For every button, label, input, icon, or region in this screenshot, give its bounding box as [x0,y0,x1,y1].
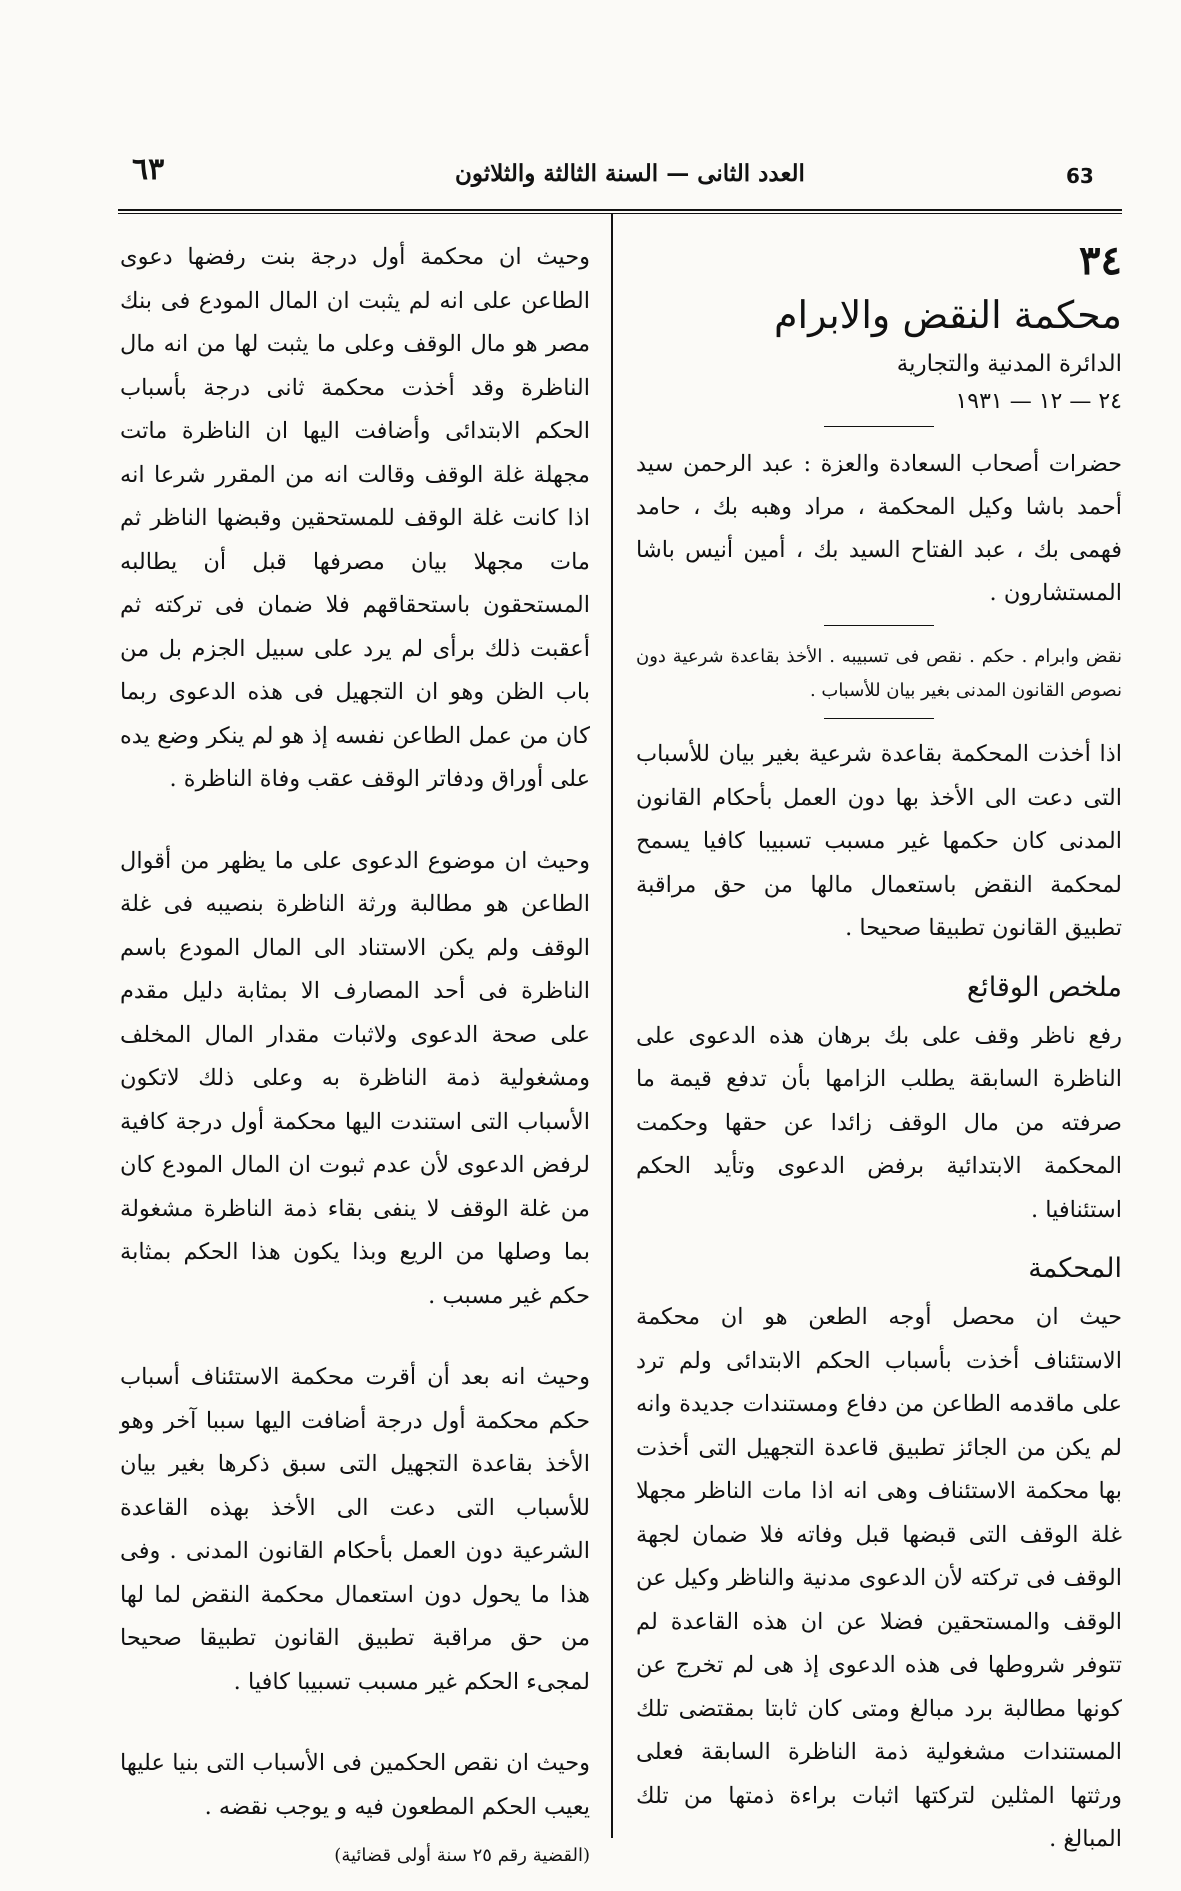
reasoning-paragraph: حيث ان محصل أوجه الطعن هو ان محكمة الاستئناف أخذت بأسباب الحكم الابتدائى ولم ترد على ماقدمه الطاعن من دفاع ومستندات جديدة وانه لم يكن من الجائز تطبيق قاعدة التجهيل التى أخذت بها محكمة الاستئناف وهى انه اذا مات الناظر مجهلا غلة الوقف التى قبضها قبل وفاته فلا ضمان لجهة الوقف فى تركته لأن الدعوى مدنية والناظر وكيل عن الوقف والمستحقين فضلا عن ان هذه القاعدة لم تتوفر شروطها فى هذه الدعوى إذ هى لم تخرج عن كونها مطالبة برد مبالغ ومتى كان ثابتا بمقتضى تلك المستندات مشغولية ذمة الناظرة السابقة فعلى ورثتها المثلين لتركتها اثبات براءة ذمتها من تلك المبالغ . [636,1304,1122,1852]
facts-heading: ملخص الوقائع [966,971,1122,1003]
court-name: محكمة النقض والابرام [774,293,1122,337]
principle-rule [824,718,934,719]
left-column [120,236,590,1891]
right-column [636,236,1122,1862]
legal-principle: اذا أخذت المحكمة بقاعدة شرعية بغير بيان للأسباب التى دعت الى الأخذ بها دون العمل بأحكام القانون المدنى كان حكمها غير مسبب تسبيبا كافيا يسمح لمحكمة النقض باستعمال مالها من حق مراقبة تطبيق القانون تطبيقا صحيحا . [636,741,1122,941]
facts-paragraph: رفع ناظر وقف على بك برهان هذه الدعوى على الناظرة السابقة يطلب الزامها بأن تدفع قيمة ما صرفته من مال الوقف زائدا عن حقها وحكمت المحكمة الابتدائية برفض الدعوى وتأيد الحكم استئنافيا . [636,1022,1122,1223]
journal-running-header: العدد الثانى — السنة الثالثة والثلاثون [455,160,805,187]
column-divider [611,213,613,1838]
paragraph: وحيث ان موضوع الدعوى على ما يظهر من أقوال الطاعن هو مطالبة ورثة الناظرة بنصيبه فى غلة الوقف ولم يكن الاستناد الى المال المودع باسم الناظرة فى أحد المصارف الا بمثابة دليل مقدم على صحة الدعوى ولاثبات مقدار المال المخلف ومشغولية ذمة الناظرة به وعلى ذلك لاتكون الأسباب التى استندت اليها محكمة أول درجة كافية لرفض الدعوى لأن عدم ثبوت ان المال المودع كان من غلة الوقف لا ينفى بقاء ذمة الناظرة مشغولة بما وصلها من الريع وبذا يكون هذا الحكم بمثابة حكم غير مسبب . [120,847,590,1309]
page-number-arabic: ٦٣ [132,152,165,187]
paragraph: وحيث ان نقص الحكمين فى الأسباب التى بنيا عليها يعيب الحكم المطعون فيه و يوجب نقضه . [120,1750,590,1820]
judgment-date: ٢٤ — ١٢ — ١٩٣١ [955,389,1122,414]
header-rule-thin [118,213,1122,214]
court-heading: المحكمة [1028,1253,1122,1284]
case-number: ٣٤ [1079,237,1122,284]
header-rule [118,209,1122,211]
page-number-latin: 63 [1066,164,1094,188]
paragraph: وحيث ان محكمة أول درجة بنت رفضها دعوى الطاعن على انه لم يثبت ان المال المودع فى بنك مصر هو مال الوقف وعلى ما يثبت لها من انه مال الناظرة وقد أخذت محكمة ثانى درجة بأسباب الحكم الابتدائى وأضافت اليها ان الناظرة ماتت مجهلة غلة الوقف وقالت انه من المقرر شرعا انه اذا كانت غلة الوقف للمستحقين وقبضها الناظر ثم مات مجهلا بيان مصرفها قبل أن يطالبه المستحقون باستحقاقهم فلا ضمان فى تركته ثم أعقبت ذلك برأى لم يرد على سبيل الجزم بل من باب الظن وهو ان التجهيل فى هذه الدعوى ربما كان من عمل الطاعن نفسه إذ هو لم ينكر وضع يده على أوراق ودفاتر الوقف عقب وفاة الناظرة . [120,244,590,792]
judges-list: حضرات أصحاب السعادة والعزة : عبد الرحمن سيد أحمد باشا وكيل المحكمة ، مراد وهبه بك ، حامد فهمى بك ، عبد الفتاح السيد بك ، أمين أنيس باشا المستشارون . [636,451,1122,606]
date-rule [824,426,934,427]
court-division: الدائرة المدنية والتجارية [896,351,1122,377]
paragraph: وحيث انه بعد أن أقرت محكمة الاستئناف أسباب حكم محكمة أول درجة أضافت اليها سببا آخر وهو الأخذ بقاعدة التجهيل التى سبق ذكرها بغير بيان للأسباب التى دعت الى الأخذ بهذه القاعدة الشرعية دون العمل بأحكام القانون المدنى . وفى هذا ما يحول دون استعمال محكمة النقض لما لها من حق مراقبة تطبيق القانون تطبيقا صحيحا لمجىء الحكم غير مسبب تسبيبا كافيا . [120,1364,590,1695]
keywords-rule [824,625,934,626]
keywords-summary: نقض وابرام . حكم . نقص فى تسبيبه . الأخذ بقاعدة شرعية دون نصوص القانون المدنى بغير بيان للأسباب . [636,646,1122,701]
case-reference-footnote: (القضية رقم ٢٥ سنة أولى قضائية) [334,1845,590,1866]
